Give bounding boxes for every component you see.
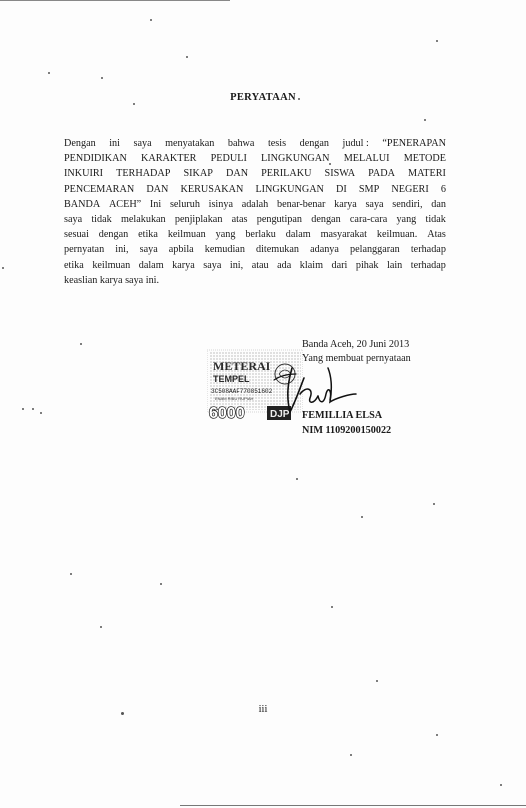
scan-speck (433, 503, 435, 505)
statement-word: MATERI (408, 168, 446, 180)
statement-word: pernyatan (64, 244, 105, 256)
scan-speck (186, 56, 188, 58)
statement-word: TERHADAP (116, 168, 171, 180)
scan-speck (133, 103, 135, 105)
scan-speck (40, 412, 42, 414)
statement-word: klaim (299, 259, 323, 271)
statement-line (64, 151, 446, 166)
statement-word: saya (133, 138, 152, 149)
statement-word: tesis (267, 138, 287, 149)
scan-speck (70, 573, 72, 575)
statement-word: tidak (91, 214, 112, 226)
stamp-label-top: METERAI (213, 359, 271, 373)
statement-word: ini, (115, 244, 129, 256)
statement-word: sendiri, (392, 198, 423, 210)
statement-word: Atas (427, 229, 446, 241)
statement-line (64, 166, 446, 181)
statement-word: isinya (208, 198, 233, 210)
scan-speck (22, 408, 24, 410)
scan-speck (32, 408, 34, 410)
statement-word: dari (331, 259, 348, 271)
scan-speck (160, 583, 162, 585)
statement-line (64, 227, 446, 242)
statement-word: berlaku (245, 229, 276, 241)
statement-word: sesuai (64, 229, 89, 241)
statement-word: PENCEMARAN (64, 183, 135, 195)
statement-word: saya (203, 259, 222, 271)
statement-word: judul : (342, 138, 369, 149)
statement-word: dengan (98, 229, 129, 241)
scan-speck (436, 40, 438, 42)
page-number: iii (258, 704, 268, 715)
place-and-date: Banda Aceh, 20 Juni 2013 (302, 339, 410, 350)
statement-word: keilmuan. (376, 229, 418, 241)
statement-word: ditemukan (256, 244, 300, 256)
statement-line (64, 258, 446, 273)
statement-word: benar-benar (276, 198, 326, 210)
statement-word: PEDULI (210, 153, 247, 165)
stamp-subtext: ENAM RIBU RUPIAH (215, 396, 254, 401)
statement-word: dengan (299, 138, 330, 149)
statement-word: karya (172, 259, 195, 271)
statement-word: atas (231, 214, 248, 226)
statement-word: keaslian karya saya ini. (64, 274, 160, 286)
statement-line (64, 212, 446, 227)
scan-artifact-line-top (0, 0, 230, 1)
statement-word: LINGKUNGAN (261, 153, 330, 165)
statement-word: saya (64, 214, 83, 226)
statement-word: tidak (425, 214, 446, 226)
statement-word: ACEH” (108, 198, 142, 210)
statement-word: Dengan (64, 138, 96, 149)
statement-word: yang (396, 214, 417, 226)
signer-nim: NIM 1109200150022 (302, 425, 392, 436)
statement-line (64, 242, 446, 257)
statement-word: terhadap (410, 244, 446, 256)
statement-word: keilmuan (92, 259, 131, 271)
statement-word: etika (138, 229, 158, 241)
statement-word: ini, (229, 259, 244, 271)
statement-word: bahwa (227, 138, 255, 149)
statement-word: yang (215, 229, 236, 241)
statement-word: MELALUI (343, 153, 390, 165)
statement-word: pihak (355, 259, 379, 271)
statement-word: saya (139, 244, 158, 256)
statement-word: “PENERAPAN (382, 138, 446, 149)
statement-word: PADA (368, 168, 395, 180)
scan-speck (48, 72, 50, 74)
statement-line (64, 182, 446, 197)
statement-word: dalam (285, 229, 311, 241)
statement-word: apbila (168, 244, 194, 256)
statement-word: DAN (225, 168, 249, 180)
scan-speck (361, 516, 363, 518)
statement-word: PENDIDIKAN (64, 153, 127, 165)
scan-speck (376, 680, 378, 682)
stamp-value: 6000 (209, 405, 245, 422)
stamp-label-mid: TEMPEL (213, 374, 250, 384)
signer-name: FEMILLIA ELSA (302, 410, 383, 421)
statement-word: PERILAKU (261, 168, 312, 180)
statement-word: adalah (241, 198, 269, 210)
statement-word: KARAKTER (141, 153, 197, 165)
statement-word: ada (277, 259, 292, 271)
statement-word: SIKAP (183, 168, 213, 180)
statement-word: METODE (403, 153, 446, 165)
statement-word: menyatakan (165, 138, 215, 149)
statement-word: kemudian (204, 244, 245, 256)
scan-speck (100, 626, 102, 628)
scan-speck (150, 19, 152, 21)
statement-word: LINGKUNGAN (255, 183, 324, 195)
statement-line (64, 136, 446, 151)
statement-line (64, 273, 446, 288)
scan-speck (500, 784, 502, 786)
statement-word: etika (64, 259, 84, 271)
statement-word: DI (336, 183, 347, 195)
statement-word: dalam (138, 259, 164, 271)
stamp-currency: DJP (270, 409, 290, 420)
statement-word: lain (386, 259, 403, 271)
statement-word: BANDA (64, 198, 101, 210)
statement-word: keilmuan (167, 229, 206, 241)
scan-speck (80, 343, 82, 345)
statement-word: melakukan (120, 214, 166, 226)
statement-word: INKUIRI (64, 168, 104, 180)
statement-word: karya (334, 198, 357, 210)
statement-word: SMP (358, 183, 380, 195)
statement-word: ini (109, 138, 120, 149)
statement-word: cara-cara (349, 214, 388, 226)
scan-speck (101, 77, 103, 79)
statement-word: SISWA (324, 168, 356, 180)
statement-word: KERUSAKAN (180, 183, 244, 195)
statement-word: atau (251, 259, 269, 271)
statement-word: pelanggaran (350, 244, 400, 256)
statement-word: DAN (146, 183, 169, 195)
statement-word: saya (365, 198, 384, 210)
statement-paragraph (64, 136, 446, 288)
statement-word: pengutipan (256, 214, 303, 226)
statement-word: masyarakat (320, 229, 367, 241)
statement-word: seluruh (169, 198, 200, 210)
statement-line (64, 197, 446, 212)
statement-word: penjiplakan (174, 214, 223, 226)
scan-artifact-line-bottom (180, 805, 526, 806)
statement-word: NEGERI (391, 183, 429, 195)
page-title: PERYATAAN (230, 92, 296, 103)
maker-label: Yang membuat pernyataan (302, 353, 411, 364)
statement-word: adanya (310, 244, 339, 256)
scan-speck (350, 754, 352, 756)
statement-word: 6 (440, 183, 446, 195)
scan-speck (2, 267, 4, 269)
scan-speck (436, 734, 438, 736)
scan-speck (424, 119, 426, 121)
scan-speck (331, 606, 333, 608)
statement-word: dan (431, 198, 446, 210)
statement-word: terhadap (410, 259, 446, 271)
stamp-serial: 3C508AAF770851602 (211, 388, 273, 395)
statement-word: dengan (311, 214, 341, 226)
statement-word: Ini (149, 198, 162, 210)
scan-speck (296, 478, 298, 480)
